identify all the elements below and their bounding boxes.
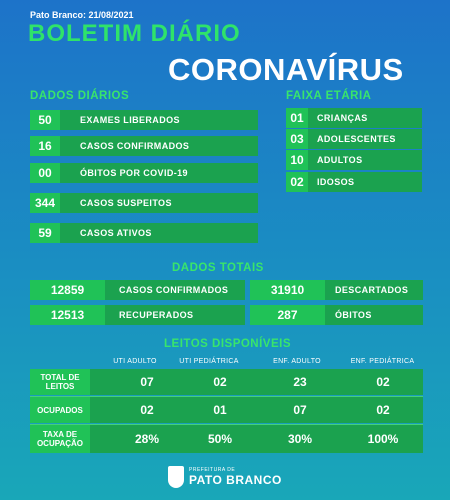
daily-section-title: DADOS DIÁRIOS bbox=[30, 90, 130, 102]
daily-label: EXAMES LIBERADOS bbox=[60, 110, 258, 130]
footer-text bbox=[189, 467, 282, 487]
daily-row bbox=[30, 223, 258, 243]
totals-label: CASOS CONFIRMADOS bbox=[105, 280, 245, 300]
totals-label: DESCARTADOS bbox=[325, 280, 423, 300]
daily-row bbox=[30, 193, 258, 213]
beds-section-title: LEITOS DISPONÍVEIS bbox=[164, 338, 292, 350]
age-row bbox=[286, 129, 422, 149]
age-label: CRIANÇAS bbox=[308, 108, 422, 128]
beds-cell: 100% bbox=[367, 432, 399, 446]
age-value: 02 bbox=[286, 172, 308, 192]
daily-value: 00 bbox=[30, 163, 60, 183]
beds-row-label: OCUPADOS bbox=[30, 397, 90, 423]
footer-big-text: PATO BRANCO bbox=[189, 473, 282, 487]
beds-cell: 02 bbox=[376, 375, 390, 389]
beds-cell: 07 bbox=[293, 403, 307, 417]
totals-row bbox=[30, 280, 245, 300]
totals-row bbox=[30, 305, 245, 325]
totals-section-title: DADOS TOTAIS bbox=[172, 262, 264, 274]
age-value: 10 bbox=[286, 150, 308, 170]
beds-cell: 30% bbox=[287, 432, 313, 446]
daily-value: 59 bbox=[30, 223, 60, 243]
age-label: IDOSOS bbox=[308, 172, 422, 192]
beds-cell: 23 bbox=[293, 375, 307, 389]
daily-value: 50 bbox=[30, 110, 60, 130]
age-value: 01 bbox=[286, 108, 308, 128]
beds-cell: 02 bbox=[140, 403, 154, 417]
age-row bbox=[286, 172, 422, 192]
age-label: ADOLESCENTES bbox=[308, 129, 422, 149]
daily-row bbox=[30, 163, 258, 183]
beds-row bbox=[30, 369, 423, 395]
beds-cell: 01 bbox=[213, 403, 227, 417]
daily-value: 344 bbox=[30, 193, 60, 213]
age-row bbox=[286, 108, 422, 128]
age-value: 03 bbox=[286, 129, 308, 149]
totals-row bbox=[250, 280, 423, 300]
daily-label: CASOS ATIVOS bbox=[60, 223, 258, 243]
beds-row-label: TAXA DE OCUPAÇÃO bbox=[30, 425, 90, 453]
daily-label: ÓBITOS POR COVID-19 bbox=[60, 163, 258, 183]
daily-row bbox=[30, 110, 258, 130]
beds-cell: 28% bbox=[134, 432, 160, 446]
beds-col-header: ENF. PEDIÁTRICA bbox=[350, 358, 415, 365]
footer-small-text: PREFEITURA DE bbox=[189, 467, 236, 473]
totals-value: 12859 bbox=[30, 280, 105, 300]
crest-icon bbox=[168, 466, 184, 488]
totals-value: 31910 bbox=[250, 280, 325, 300]
beds-cell: 02 bbox=[376, 403, 390, 417]
beds-col-header: ENF. ADULTO bbox=[273, 358, 321, 365]
beds-col-header: UTI ADULTO bbox=[113, 358, 157, 365]
footer-logo bbox=[168, 466, 282, 488]
totals-value: 287 bbox=[250, 305, 325, 325]
beds-cell: 07 bbox=[140, 375, 154, 389]
beds-col-header: UTI PEDIÁTRICA bbox=[179, 358, 239, 365]
age-section-title: FAIXA ETÁRIA bbox=[286, 90, 372, 102]
totals-label: RECUPERADOS bbox=[105, 305, 245, 325]
daily-value: 16 bbox=[30, 136, 60, 156]
daily-label: CASOS CONFIRMADOS bbox=[60, 136, 258, 156]
date-line: Pato Branco: 21/08/2021 bbox=[30, 10, 134, 20]
beds-row bbox=[30, 425, 423, 453]
beds-cell: 50% bbox=[207, 432, 233, 446]
title-coronavirus: CORONAVÍRUS bbox=[168, 52, 404, 87]
totals-value: 12513 bbox=[30, 305, 105, 325]
title-boletim: BOLETIM DIÁRIO bbox=[28, 20, 241, 47]
age-row bbox=[286, 150, 422, 170]
age-label: ADULTOS bbox=[308, 150, 422, 170]
beds-row bbox=[30, 397, 423, 423]
totals-row bbox=[250, 305, 423, 325]
beds-cell: 02 bbox=[213, 375, 227, 389]
daily-row bbox=[30, 136, 258, 156]
daily-label: CASOS SUSPEITOS bbox=[60, 193, 258, 213]
totals-label: ÓBITOS bbox=[325, 305, 423, 325]
beds-row-label: TOTAL DE LEITOS bbox=[30, 369, 90, 395]
